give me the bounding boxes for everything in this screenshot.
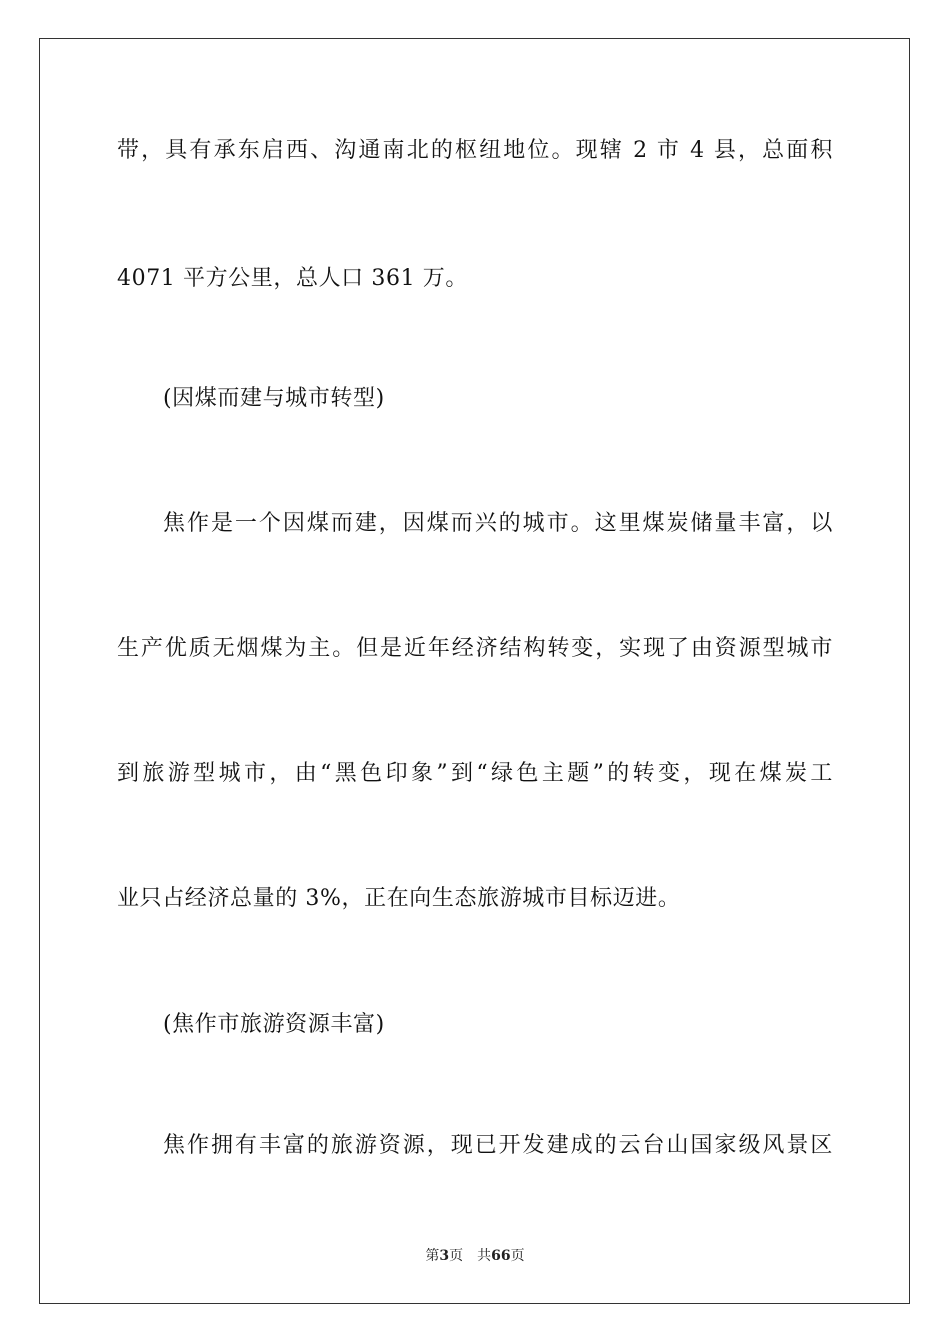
footer-page-prefix: 第 (425, 1248, 440, 1264)
body-line-7: 焦作拥有丰富的旅游资源，现已开发建成的云台山国家级风景区 (163, 1133, 833, 1158)
footer-total-prefix: 共 (477, 1248, 492, 1264)
page-border (39, 38, 910, 1304)
body-line-6: 业只占经济总量的 3%，正在向生态旅游城市目标迈进。 (117, 886, 681, 911)
body-line-4: 生产优质无烟煤为主。但是近年经济结构转变，实现了由资源型城市 (117, 636, 833, 661)
body-line-1: 带，具有承东启西、沟通南北的枢纽地位。现辖 2 市 4 县，总面积 (117, 138, 833, 163)
footer-total-number: 66 (491, 1248, 511, 1264)
page-footer (0, 1246, 950, 1266)
body-line-2: 4071 平方公里，总人口 361 万。 (117, 266, 468, 291)
section-heading-1: (因煤而建与城市转型) (163, 386, 385, 411)
section-heading-2: (焦作市旅游资源丰富) (163, 1012, 385, 1037)
footer-page-suffix: 页 (449, 1248, 464, 1264)
body-line-3: 焦作是一个因煤而建，因煤而兴的城市。这里煤炭储量丰富，以 (163, 511, 833, 536)
footer-page-number: 3 (439, 1248, 450, 1264)
body-line-5: 到旅游型城市，由“黑色印象”到“绿色主题”的转变，现在煤炭工 (117, 761, 833, 786)
footer-total-suffix: 页 (510, 1248, 525, 1264)
